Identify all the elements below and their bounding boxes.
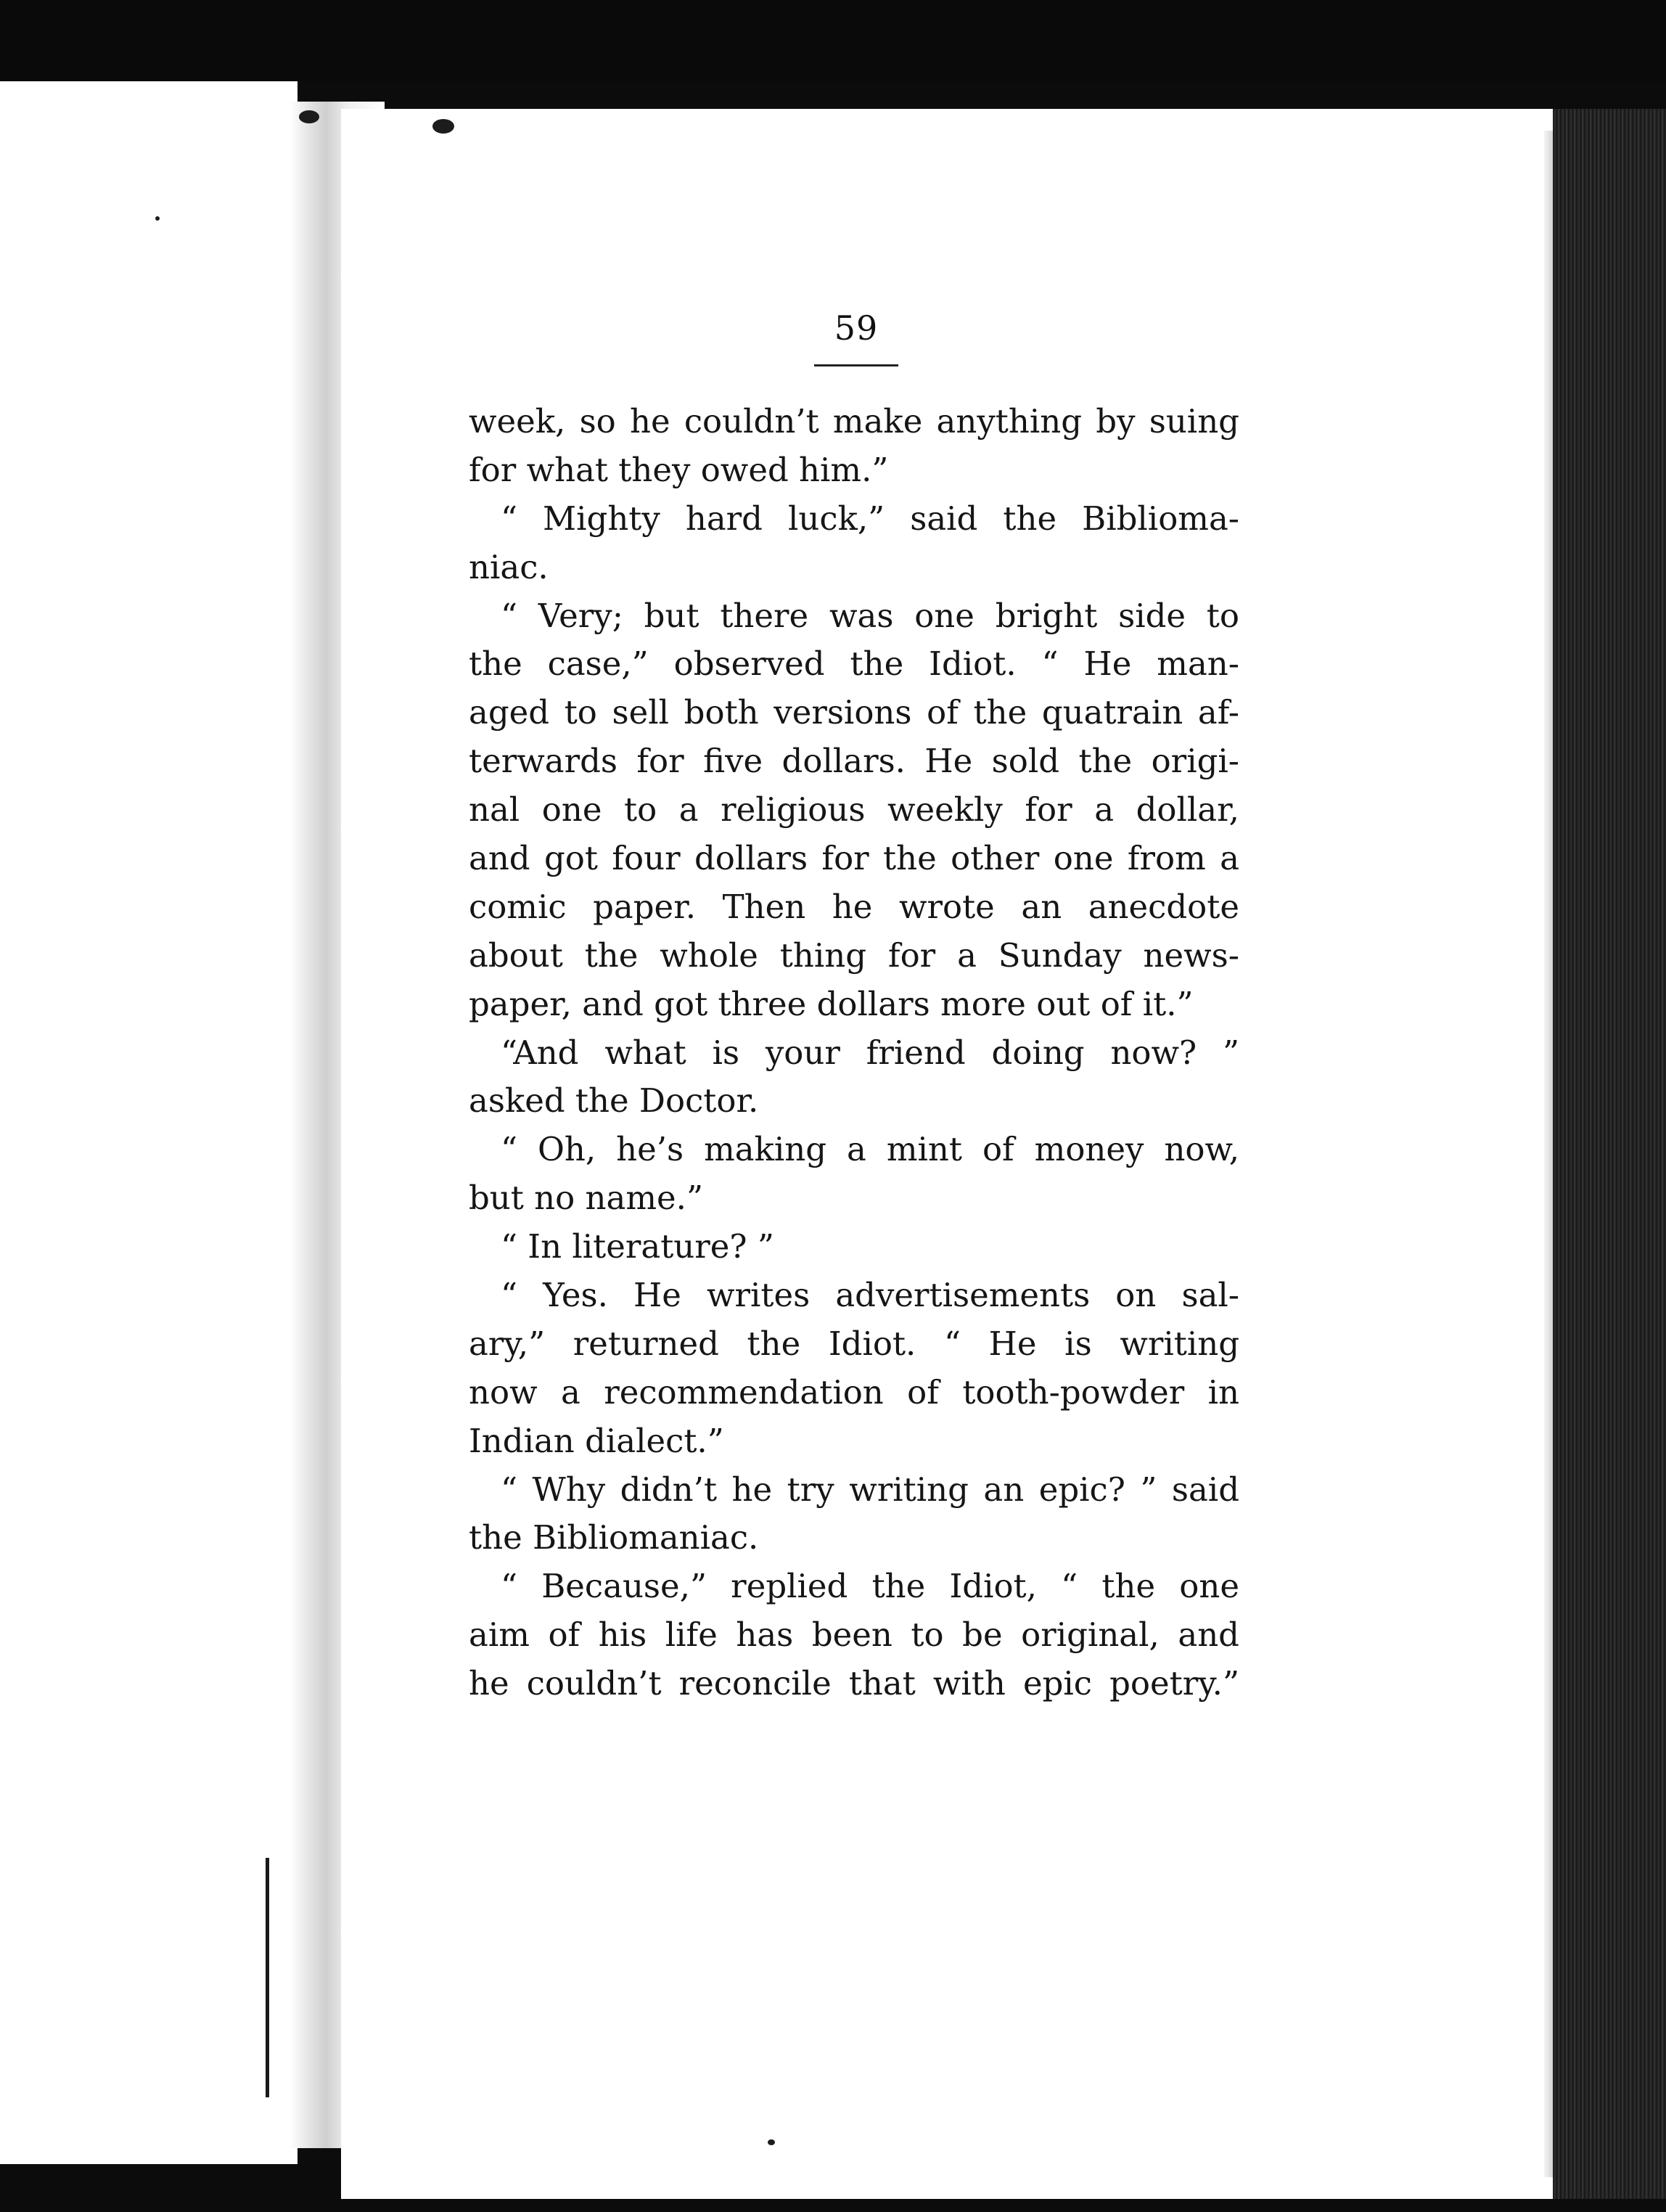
page-number: 59 bbox=[834, 308, 879, 348]
scan-background-top bbox=[0, 0, 1666, 81]
text-line: comic paper. Then he wrote an anecdote bbox=[469, 887, 1239, 926]
text-line: terwards for five dollars. He sold the origi- bbox=[469, 742, 1239, 781]
text-line: “ Because,” replied the Idiot, “ the one bbox=[501, 1567, 1239, 1606]
text-line: “ In literature? ” bbox=[501, 1227, 774, 1266]
text-line: aged to sell both versions of the quatrain af- bbox=[469, 693, 1239, 732]
dust-speck bbox=[155, 216, 160, 221]
text-line: “ Yes. He writes advertisements on sal- bbox=[501, 1276, 1239, 1315]
text-line: paper, and got three dollars more out of it.” bbox=[469, 984, 1194, 1023]
text-line: “ Mighty hard luck,” said the Biblioma- bbox=[501, 499, 1239, 538]
text-line: “ Oh, he’s making a mint of money now, bbox=[501, 1130, 1239, 1169]
book-cover-edge bbox=[1553, 109, 1666, 2199]
text-line: ary,” returned the Idiot. “ He is writing bbox=[469, 1324, 1239, 1363]
text-line: aim of his life has been to be original, and bbox=[469, 1615, 1239, 1655]
text-line: “And what is your friend doing now? ” bbox=[501, 1033, 1239, 1072]
dust-speck bbox=[432, 119, 454, 134]
text-line: the Bibliomaniac. bbox=[469, 1518, 759, 1557]
text-line: he couldn’t reconcile that with epic poetry.” bbox=[469, 1664, 1239, 1703]
text-line: asked the Doctor. bbox=[469, 1081, 759, 1121]
text-line: for what they owed him.” bbox=[469, 450, 889, 489]
text-line: niac. bbox=[469, 547, 549, 586]
text-line: about the whole thing for a Sunday news- bbox=[469, 935, 1239, 975]
text-line: now a recommendation of tooth-powder in bbox=[469, 1372, 1239, 1412]
text-line: but no name.” bbox=[469, 1179, 703, 1218]
body-text bbox=[469, 398, 1239, 1708]
text-line: and got four dollars for the other one from a bbox=[469, 839, 1239, 878]
text-line: the case,” observed the Idiot. “ He man- bbox=[469, 644, 1239, 684]
text-line: week, so he couldn’t make anything by suing bbox=[469, 402, 1239, 441]
gutter-crease-line bbox=[266, 1858, 269, 2097]
left-page-blank bbox=[0, 81, 298, 2164]
dust-speck bbox=[768, 2139, 775, 2145]
text-line: Indian dialect.” bbox=[469, 1421, 724, 1460]
text-line: “ Why didn’t he try writing an epic? ” said bbox=[501, 1470, 1239, 1509]
dust-speck bbox=[299, 110, 319, 123]
text-line: nal one to a religious weekly for a dollar, bbox=[469, 790, 1239, 830]
page-number-rule bbox=[814, 364, 898, 366]
text-line: “ Very; but there was one bright side to bbox=[501, 596, 1239, 635]
